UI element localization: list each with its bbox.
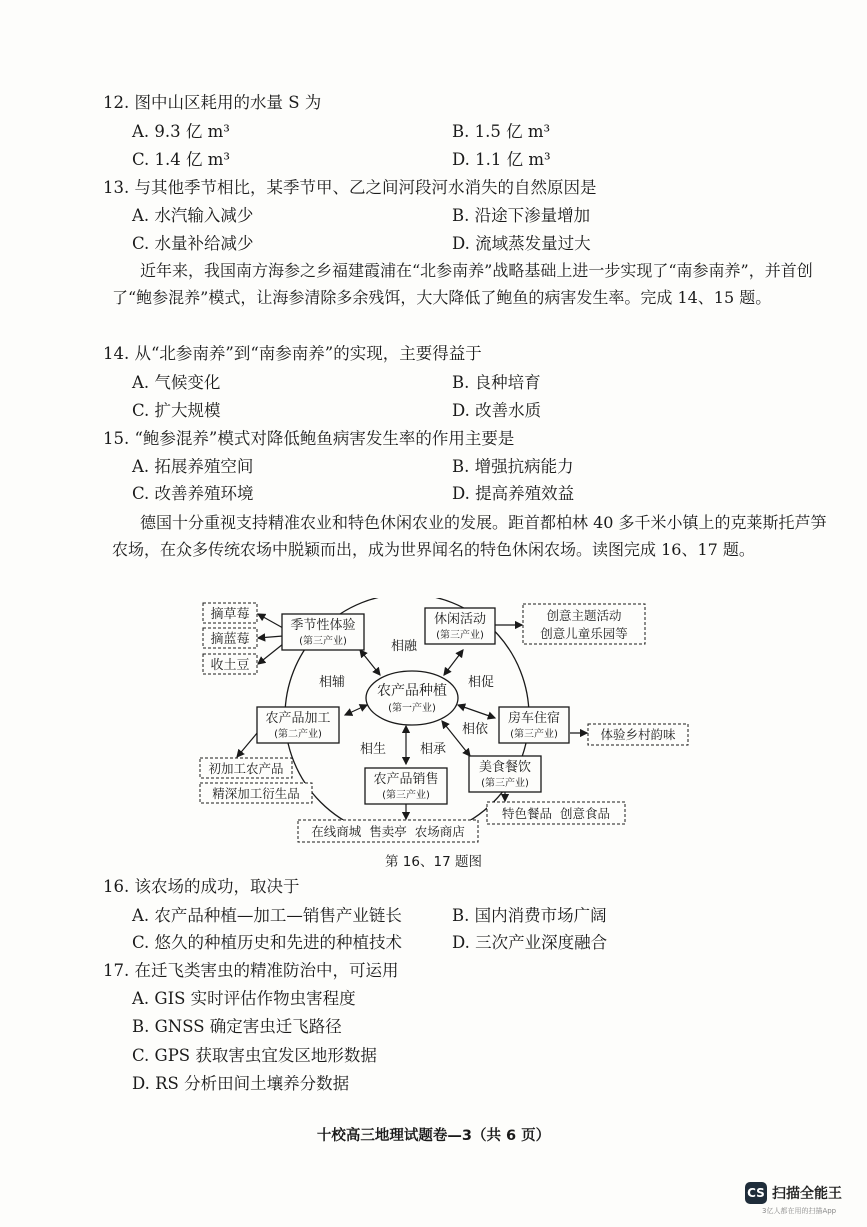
arrow-center-leisure: [444, 650, 463, 675]
pick-text-1: 摘草莓: [210, 607, 250, 622]
scanner-watermark: [745, 1178, 861, 1222]
q15-option-c: C. 改善养殖环境: [132, 484, 254, 503]
q14-option-c: C. 扩大规模: [132, 401, 221, 420]
box-rv-title: 房车住宿: [507, 711, 561, 726]
box-seasonal-sub: (第三产业): [299, 636, 347, 647]
camscanner-icon: CS: [745, 1182, 767, 1204]
center-sub: (第一产业): [388, 703, 436, 714]
pick-text-2: 摘蓝莓: [210, 632, 250, 647]
relation-sheng: 相生: [359, 742, 387, 757]
q15-option-a: A. 拓展养殖空间: [132, 457, 254, 476]
arrow-center-rv: [458, 705, 495, 718]
q16-option-d: D. 三次产业深度融合: [452, 933, 608, 952]
arrow-to-pick2: [258, 636, 283, 638]
q17-stem: 17. 在迁飞类害虫的精准防治中，可运用: [103, 961, 399, 980]
food-detail: 特色餐品 创意食品: [502, 806, 610, 821]
box-food-title: 美食餐饮: [478, 760, 532, 775]
q14-option-d: D. 改善水质: [452, 401, 542, 420]
watermark-sub: 3亿人都在用的扫描App: [762, 1207, 837, 1215]
sales-detail: 在线商城 售卖亭 农场商店: [311, 824, 465, 839]
q12-option-c: C. 1.4 亿 m³: [132, 150, 231, 169]
q17-option-a: A. GIS 实时评估作物虫害程度: [132, 989, 356, 1008]
arrow-to-pick3: [258, 644, 283, 664]
box-sales-sub: (第三产业): [382, 790, 430, 801]
relation-fu: 相辅: [318, 675, 346, 690]
box-rv-sub: (第三产业): [510, 729, 558, 740]
q16-option-b: B. 国内消费市场广阔: [452, 906, 607, 925]
q17-option-c: C. GPS 获取害虫宜发区地形数据: [132, 1046, 377, 1065]
q15-option-d: D. 提高养殖效益: [452, 484, 575, 503]
rv-detail: 体验乡村韵味: [600, 727, 676, 742]
box-processing-title: 农产品加工: [265, 711, 331, 726]
q12-option-a: A. 9.3 亿 m³: [132, 122, 230, 141]
q12-option-d: D. 1.1 亿 m³: [452, 150, 551, 169]
q14-option-a: A. 气候变化: [132, 373, 221, 392]
q13-option-d: D. 流域蒸发量过大: [452, 234, 591, 253]
box-seasonal-title: 季节性体验: [290, 618, 356, 633]
box-food-sub: (第三产业): [481, 778, 529, 789]
processing-detail-2: 精深加工衍生品: [212, 786, 300, 801]
q12-stem: 12. 图中山区耗用的水量 S 为: [103, 93, 322, 112]
arrow-center-processing: [345, 705, 367, 715]
leisure-detail-2: 创意儿童乐园等: [540, 626, 628, 641]
q17-option-b: B. GNSS 确定害虫迁飞路径: [132, 1017, 342, 1036]
q13-option-b: B. 沿途下渗量增加: [452, 206, 591, 225]
box-sales-title: 农产品销售: [373, 772, 439, 787]
relation-yi: 相依: [461, 722, 489, 737]
arrow-center-seasonal: [360, 650, 380, 675]
q13-option-a: A. 水汽输入减少: [132, 206, 254, 225]
center-title: 农产品种植: [377, 683, 447, 699]
farm-industry-diagram: [195, 598, 705, 848]
q13-option-c: C. 水量补给减少: [132, 234, 254, 253]
passage-14-15: 近年来，我国南方海参之乡福建霞浦在“北参南养”战略基础上进一步实现了“南参南养”，并首创了“鲍参混养”模式，让海参清除多余残饵，大大降低了鲍鱼的病害发生率。完成 14、15 题。: [112, 261, 813, 307]
q16-option-c: C. 悠久的种植历史和先进的种植技术: [132, 933, 403, 952]
relation-rong: 相融: [390, 639, 418, 654]
q12-option-b: B. 1.5 亿 m³: [452, 122, 551, 141]
pick-text-3: 收土豆: [210, 658, 250, 673]
box-processing-sub: (第二产业): [274, 729, 322, 740]
watermark-name: 扫描全能王: [772, 1186, 842, 1202]
q17-option-d: D. RS 分析田间土壤养分数据: [132, 1074, 350, 1093]
q16-stem: 16. 该农场的成功，取决于: [103, 877, 300, 896]
page-footer: 十校高三地理试题卷—3（共 6 页）: [316, 1128, 551, 1144]
q14-stem: 14. 从“北参南养”到“南参南养”的实现，主要得益于: [103, 344, 482, 363]
q13-stem: 13. 与其他季节相比，某季节甲、乙之间河段河水消失的自然原因是: [103, 178, 597, 197]
arrow-to-pick1: [258, 614, 283, 628]
box-leisure-sub: (第三产业): [436, 630, 484, 641]
q14-option-b: B. 良种培育: [452, 373, 541, 392]
passage-16-17: 德国十分重视支持精准农业和特色休闲农业的发展。距首都柏林 40 多千米小镇上的克莱斯托芦笋农场，在众多传统农场中脱颖而出，成为世界闻名的特色休闲农场。读图完成 16、17 题。: [112, 513, 827, 559]
relation-cu: 相促: [467, 675, 495, 690]
q15-stem: 15. “鲍参混养”模式对降低鲍鱼病害发生率的作用主要是: [103, 429, 515, 448]
figure-caption: 第 16、17 题图: [385, 854, 482, 870]
q16-option-a: A. 农产品种植—加工—销售产业链长: [132, 906, 402, 925]
relation-cheng: 相承: [419, 742, 447, 757]
processing-detail-1: 初加工农产品: [208, 761, 284, 776]
box-leisure-title: 休闲活动: [433, 612, 487, 627]
leisure-detail-1: 创意主题活动: [546, 608, 622, 623]
q15-option-b: B. 增强抗病能力: [452, 457, 574, 476]
